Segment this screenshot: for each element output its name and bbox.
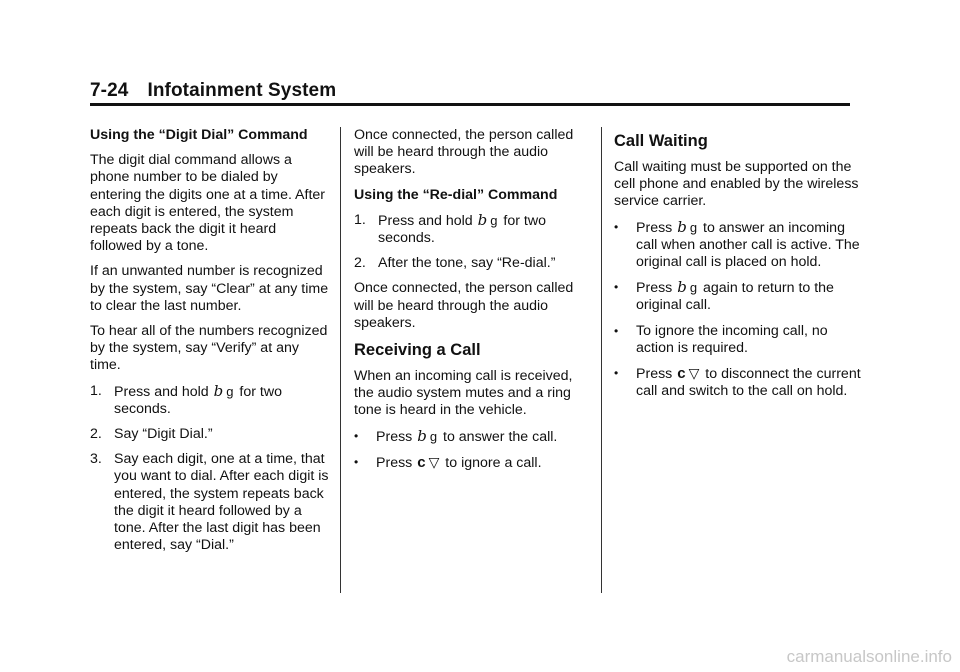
section-title: Infotainment System — [147, 80, 337, 101]
bullet-text — [636, 219, 864, 272]
page-number: 7-24 — [90, 80, 129, 101]
step-text-start: Press and hold — [114, 383, 209, 400]
bullet-text-end: again to return to the original call. — [636, 280, 834, 314]
bullet-text-end: to answer the call. — [443, 428, 558, 445]
phone-end-icon: c — [677, 365, 686, 383]
column-1 — [90, 127, 330, 562]
bullet-item — [354, 454, 590, 472]
step-text: Say “Digit Dial.” — [114, 426, 213, 443]
numbered-step — [90, 383, 330, 418]
bullet-item — [614, 219, 864, 272]
numbered-step — [90, 451, 330, 554]
bullet-icon: • — [354, 454, 359, 469]
paragraph: Once connected, the person called will be heard through the audio speakers. — [354, 280, 574, 331]
voice-icon: g — [689, 280, 698, 296]
numbered-step — [354, 212, 590, 247]
subheading-re-dial: Using the “Re-dial” Command — [354, 186, 558, 203]
bullet-item — [614, 279, 864, 314]
bullet-icon: • — [354, 428, 359, 443]
bullet-icon: • — [614, 280, 619, 295]
step-text-end: for two seconds. — [378, 212, 546, 247]
phone-talk-icon: b — [677, 217, 687, 236]
paragraph: If an unwanted number is recognized by the system, say “Clear” at any time to clear the last number. — [90, 263, 329, 314]
phone-talk-icon: b — [677, 278, 687, 297]
bullet-text — [636, 279, 864, 314]
triangle-down-icon: ▽ — [688, 365, 700, 382]
bullet-text-end: to answer an incoming call when another call is active. The original call is placed on hold. — [636, 219, 860, 271]
step-text: After the tone, say “Re-dial.” — [378, 255, 556, 272]
step-text — [378, 212, 590, 247]
phone-talk-icon: b — [213, 381, 224, 400]
numbered-step — [354, 255, 590, 272]
column-3 — [614, 127, 864, 408]
triangle-down-icon: ▽ — [428, 453, 440, 470]
column-2 — [354, 127, 590, 480]
bullet-text — [376, 428, 590, 446]
bullet-text-start: Press — [636, 219, 673, 236]
numbered-step — [90, 426, 330, 443]
voice-icon: g — [490, 212, 498, 228]
bullet-icon: • — [614, 219, 619, 234]
paragraph: Once connected, the person called will be heard through the audio speakers. — [354, 127, 574, 178]
step-number: 2. — [354, 255, 366, 272]
step-number: 1. — [90, 382, 102, 399]
step-number: 2. — [90, 426, 102, 443]
bullet-text — [636, 365, 864, 400]
phone-end-icon: c — [417, 453, 426, 471]
watermark: carmanualsonline.info — [786, 647, 952, 666]
step-text-end: for two seconds. — [114, 383, 282, 417]
step-number: 1. — [354, 211, 366, 228]
subheading-digit-dial: Using the “Digit Dial” Command — [90, 127, 308, 143]
bullet-text-start: Press — [376, 428, 413, 445]
column-divider-1 — [340, 127, 341, 593]
bullet-text — [376, 454, 590, 472]
heading-call-waiting: Call Waiting — [614, 132, 708, 150]
page-header — [90, 80, 336, 102]
bullet-item — [354, 428, 590, 446]
paragraph: The digit dial command allows a phone number to be dialed by entering the digits one at a time. After each digit is entered, the system repeats back the digit it heard followed by a tone. — [90, 152, 326, 255]
voice-icon: g — [689, 219, 698, 235]
bullet-text-end: to disconnect the current call and switch to the call on hold. — [636, 366, 861, 400]
paragraph: When an incoming call is received, the audio system mutes and a ring tone is heard in the vehicle. — [354, 368, 573, 419]
step-text-start: Press and hold — [378, 212, 473, 229]
bullet-text-end: to ignore a call. — [445, 454, 542, 471]
bullet-item — [614, 323, 864, 357]
header-rule — [90, 103, 850, 106]
bullet-icon: • — [614, 366, 619, 381]
bullet-text-start: Press — [636, 366, 673, 383]
bullet-item — [614, 365, 864, 400]
heading-receiving-a-call: Receiving a Call — [354, 341, 481, 360]
phone-talk-icon: b — [417, 426, 427, 445]
step-text — [114, 383, 330, 418]
bullet-text: To ignore the incoming call, no action is required. — [636, 322, 828, 356]
voice-icon: g — [429, 428, 438, 444]
phone-talk-icon: b — [477, 210, 488, 229]
paragraph: Call waiting must be supported on the cell phone and enabled by the wireless service carrier. — [614, 159, 859, 210]
column-divider-2 — [601, 127, 602, 593]
voice-icon: g — [226, 383, 234, 399]
step-text: Say each digit, one at a time, that you want to dial. After each digit is entered, the system repeats back the digit it heard followed by a tone. After the last digit has been entered, say “Dial.” — [114, 451, 329, 554]
paragraph: To hear all of the numbers recognized by the system, say “Verify” at any time. — [90, 323, 328, 374]
step-number: 3. — [90, 451, 102, 468]
bullet-icon: • — [614, 323, 619, 338]
bullet-text-start: Press — [636, 280, 673, 297]
bullet-text-start: Press — [376, 454, 413, 471]
